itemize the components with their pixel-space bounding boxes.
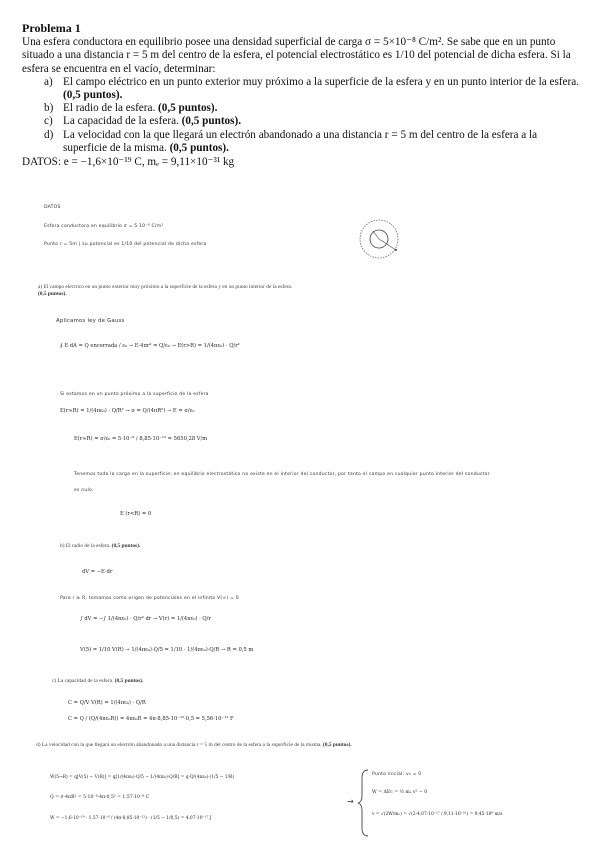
hw-d-charge: Q = σ·4πR² = 5·10⁻⁸·4π·0,5² = 1,57·10⁻⁸ C: [50, 795, 150, 800]
section-d-heading: d) La velocidad con la que llegará un electrón abandonado a una distancia r = 5 m del centro de la esfera a la superficie de la misma. (0,5 puntos).: [36, 742, 352, 748]
problem-statement: [22, 22, 582, 169]
question-c: c) La capacidad de la esfera. (0,5 puntos).: [44, 115, 242, 128]
question-a: a) El campo eléctrico en un punto exterior muy próximo a la superficie de la esfera y en un punto interior de la esfera. (0,5 puntos).: [44, 75, 579, 102]
hw-d-velocity: v = √(2W/mₑ) = √(2·4,07·10⁻¹⁷ / 9,11·10⁻³¹) = 9,45·10⁶ m/s: [372, 812, 503, 817]
hw-a-interior-eq: E (r<R) = 0: [120, 511, 152, 517]
question-b: b) El radio de la esfera. (0,5 puntos).: [44, 102, 218, 115]
hw-given-sigma: Esfera conductora en equilibrio σ = 5·10⁻⁸ C/m²: [44, 224, 164, 229]
hw-b-result: V(5) = 1/10 V(R) → 1/(4πε₀)·Q/5 = 1/10 · 1/(4πε₀)·Q/R → R = 0,5 m: [80, 647, 254, 653]
hw-b-origin: Para r ≥ R, tomamos como origen de potenciales en el infinito V(∞) = 0: [60, 596, 239, 601]
hw-d-initial: Punto inicial: v₀ = 0: [372, 772, 422, 777]
hw-d-work-value: W = −1,6·10⁻¹⁹ · 1,57·10⁻⁸ / (4π·8,85·10⁻¹²) · (1/5 − 1/0,5) = 4,07·10⁻¹⁷ J: [50, 816, 212, 821]
hw-d-work: W(5→R) = q[V(5) − V(R)] = q[1/(4πε₀)·Q/5 − 1/(4πε₀)·Q/R] = q·Q/(4πε₀)·(1/5 − 1/R): [50, 775, 235, 780]
hw-a-interior-text-cont: es nulo.: [74, 488, 94, 493]
hw-a-near-surface: Si estamos en un punto próximo a la superficie de la esfera: [60, 392, 209, 397]
hw-c-def: C = Q/V V(R) = 1/(4πε₀) · Q/R: [68, 700, 146, 706]
hw-a-gauss: Aplicamos ley de Gauss: [56, 318, 125, 324]
hw-a-gauss-eq: ∮ E·dA = Q encerrada / ε₀ → E·4πr² = Q/ε₀ → E(r>R) = 1/(4πε₀) · Q/r²: [60, 343, 240, 349]
given-data: DATOS: e = −1,6×10⁻¹⁹ C, mₑ = 9,11×10⁻³¹ kg: [22, 156, 235, 169]
arrow-icon: →: [347, 797, 354, 806]
problem-title: Problema 1: [22, 21, 81, 35]
hw-a-result: E(r≈R) = σ/ε₀ = 5·10⁻⁸ / 8,85·10⁻¹² = 5650,28 V/m: [74, 436, 208, 442]
brace-icon: [358, 768, 370, 838]
hw-c-result: C = Q / (Q/(4πε₀R)) = 4πε₀R = 4π·8,85·10⁻¹²·0,5 = 5,56·10⁻¹¹ F: [68, 716, 234, 722]
hw-d-energy: W = ΔEc = ½ mₑ v² − 0: [372, 790, 428, 795]
section-c-heading: c) La capacidad de la esfera. (0,5 puntos).: [52, 678, 144, 684]
hw-datos-label: DATOS: [44, 205, 61, 210]
hw-a-interior-text: Tenemos toda la carga en la superficie; en equilibrio electrostático no existe en el interior del conductor, por tanto el campo en cualquier punto interior del conductor: [74, 472, 490, 477]
hw-a-near-eq: E(r≈R) = 1/(4πε₀) · Q/R² → σ = Q/(4πR²) → E = σ/ε₀: [60, 408, 195, 414]
problem-intro: Una esfera conductora en equilibrio posee una densidad superficial de carga σ = 5×10⁻⁸ C/m². Se sabe que en un punto situado a una distancia r = 5 m del centro de la esfera, el potencial electrostático es 1/10 del potencial de dicha esfera. Si la esfera se encuentra en el vacío, determinar:: [22, 36, 571, 75]
section-b-heading: b) El radio de la esfera. (0,5 puntos).: [60, 543, 141, 549]
question-d: d) La velocidad con la que llegará un electrón abandonado a una distancia r = 5 m del centro de la esfera a la superficie de la misma. (0,5 puntos).: [44, 128, 538, 154]
hw-b-integral: ∫ dV = −∫ 1/(4πε₀) · Q/r² dr → V(r) = 1/(4πε₀) · Q/r: [80, 616, 211, 622]
sphere-sketch: [352, 212, 406, 266]
hw-b-dv: dV = −E·dr: [82, 569, 113, 575]
section-a-heading: a) El campo eléctrico en un punto exterior muy próximo a la superficie de la esfera y en un punto interior de la esfera. (0,5 puntos).: [38, 284, 293, 297]
hw-given-potential: Punto r = 5m | su potencial es 1/10 del potencial de dicha esfera: [44, 242, 207, 247]
question-list: [22, 76, 582, 155]
